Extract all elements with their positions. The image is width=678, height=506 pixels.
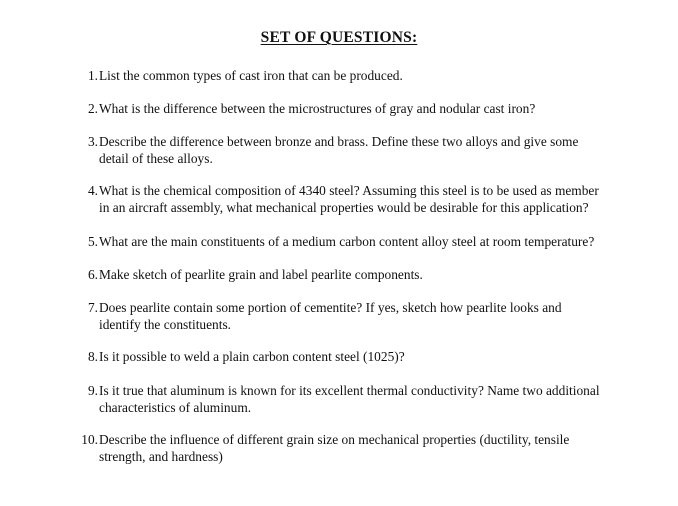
- question-item: [72, 133, 652, 167]
- question-item: [72, 382, 652, 416]
- question-text: Describe the influence of different grain size on mechanical properties (ductility, tensile strength, and hardness): [99, 432, 570, 464]
- question-item: [72, 266, 652, 283]
- question-text: Does pearlite contain some portion of cementite? If yes, sketch how pearlite looks and identify the constituents.: [99, 300, 562, 332]
- question-text: What are the main constituents of a medium carbon content alloy steel at room temperature?: [99, 234, 595, 249]
- question-item: [72, 348, 652, 365]
- question-number: 1.: [87, 68, 98, 83]
- question-text: Is it possible to weld a plain carbon content steel (1025)?: [99, 349, 405, 364]
- question-text: What is the chemical composition of 4340 steel? Assuming this steel is to be used as member in an aircraft assembly, what mechanical properties would be desirable for this application?: [99, 183, 599, 215]
- question-number: 4.: [87, 183, 98, 198]
- page-title: SET OF QUESTIONS:: [260, 29, 418, 46]
- question-item: [72, 67, 652, 84]
- question-number: 9.: [87, 383, 98, 398]
- question-text: Is it true that aluminum is known for its excellent thermal conductivity? Name two additional characteristics of aluminum.: [99, 383, 600, 415]
- question-item: [72, 233, 652, 250]
- question-number: 3.: [87, 134, 98, 149]
- question-item: [72, 182, 652, 216]
- question-number: 2.: [87, 101, 98, 116]
- question-text: What is the difference between the microstructures of gray and nodular cast iron?: [99, 101, 536, 116]
- question-text: List the common types of cast iron that can be produced.: [99, 68, 403, 83]
- question-item: [72, 431, 652, 465]
- question-number: 5.: [87, 234, 98, 249]
- question-text: Describe the difference between bronze and brass. Define these two alloys and give some detail of these alloys.: [99, 134, 579, 166]
- question-number: 10.: [81, 432, 98, 447]
- question-number: 8.: [87, 349, 98, 364]
- question-number: 6.: [87, 267, 98, 282]
- question-item: [72, 100, 652, 117]
- question-text: Make sketch of pearlite grain and label pearlite components.: [99, 267, 423, 282]
- question-number: 7.: [87, 300, 98, 315]
- question-item: [72, 299, 652, 333]
